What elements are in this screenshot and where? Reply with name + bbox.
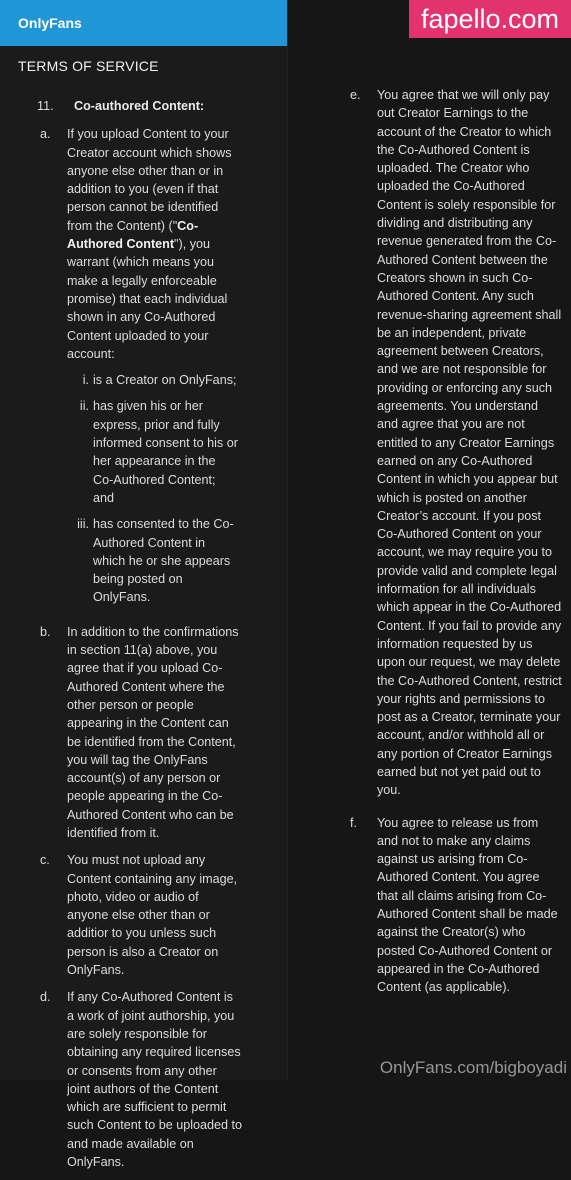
subclause-marker: ii.	[79, 399, 89, 414]
clause-a	[0, 125, 277, 613]
clause-marker: e.	[350, 88, 361, 102]
watermark-top: fapello.com	[409, 0, 571, 38]
clause-a-text-start: If you upload Content to your Creator account which shows anyone else other than or in addition to you (even if that person cannot be identified from the Content) ("	[67, 127, 232, 233]
page-title: TERMS OF SERVICE	[18, 58, 159, 74]
left-column	[37, 97, 277, 1180]
section-title: Co-authored Content:	[74, 99, 205, 113]
clause-marker: c.	[40, 853, 50, 868]
clause-marker: d.	[40, 990, 51, 1005]
clause-text: You must not upload any Content containing any image, photo, video or audio of anyone else other than or additior to you unless such person is also a Creator on OnlyFans.	[67, 853, 238, 978]
app-header	[0, 0, 287, 46]
clause-c	[0, 851, 277, 979]
clause-marker: b.	[40, 624, 51, 639]
clause-text	[67, 125, 243, 613]
clause-a-text-end: "), you warrant (which means you make a legally enforceable promise) that each individual shown in any Co-Authored Content uploaded to your account:	[67, 237, 228, 361]
subclause-text: has given his or her express, prior and fully informed consent to his or her appearance in the Co-Authored Content; and	[93, 399, 238, 505]
subclause-text: has consented to the Co-Authored Content in which he or she appears being posted on OnlyFans.	[93, 517, 234, 605]
clause-text: You agree to release us from and not to make any claims against us arising from Co-Authored Content. You agree that all claims arising from Co-Authored Content shall be made against the Creator(s) who posted Co-Authored Content or appeared in the Co-Authored Content (as applicable).	[377, 815, 558, 995]
clause-text: If any Co-Authored Content is a work of joint authorship, you are solely responsible for obtaining any required licenses or consents from any other joint authors of the Content which are sufficient to permit such Content to be uploaded to and made available on OnlyFans.	[67, 990, 243, 1170]
clause-b	[0, 623, 277, 843]
clause-text: In addition to the confirmations in section 11(a) above, you agree that if you upload Co-Authored Content where the other person or people appearing in the Content can be identified from the Content, you will tag the OnlyFans account(s) of any person or people appearing in the Co-Authored Content who can be identified from it.	[67, 624, 239, 840]
subclause-text: is a Creator on OnlyFans;	[93, 373, 237, 388]
right-column	[346, 86, 562, 1006]
subclause-ii	[67, 397, 243, 507]
clause-e	[346, 86, 562, 800]
subclause-i	[67, 371, 243, 389]
subclause-iii	[67, 515, 243, 606]
clause-a-defined-term: Co-Authored Content	[67, 218, 199, 252]
section-heading	[37, 97, 277, 115]
clause-marker: a.	[40, 127, 51, 142]
column-divider	[287, 0, 288, 1080]
watermark-bottom: OnlyFans.com/bigboyadi	[379, 1058, 567, 1077]
brand-logo-text[interactable]: OnlyFans	[18, 15, 82, 31]
clause-marker: f.	[350, 815, 357, 830]
subclause-marker: iii.	[77, 517, 89, 532]
section-number: 11.	[37, 99, 54, 113]
clause-text: You agree that we will only pay out Creator Earnings to the account of the Creator to which the Co-Authored Content is uploaded. The Creator who uploaded the Co-Authored Content is solely responsible for dividing and distributing any revenue generated from the Co-Authored Content between the Creators shown in such Co-Authored Content. Any such revenue-sharing agreement shall be an independent, private agreement between Creators, and we are not responsible for providing or enforcing any such agreements. You understand and agree that you are not entitled to any Creator Earnings earned on any Co-Authored Content in which you appear but which is posted on another Creator’s account. If you post Co-Authored Content on your account, we may require you to provide valid and complete legal information for all individuals which appear in the Co-Authored Content. If you fail to provide any information requested by us upon our request, we may delete the Co-Authored Content, restrict your rights and permissions to post as a Creator, terminate your account, and/or withhold all or any portion of Creator Earnings earned but not yet paid out to you.	[377, 88, 562, 798]
clause-f	[346, 814, 562, 997]
subclause-marker: i.	[82, 373, 89, 388]
